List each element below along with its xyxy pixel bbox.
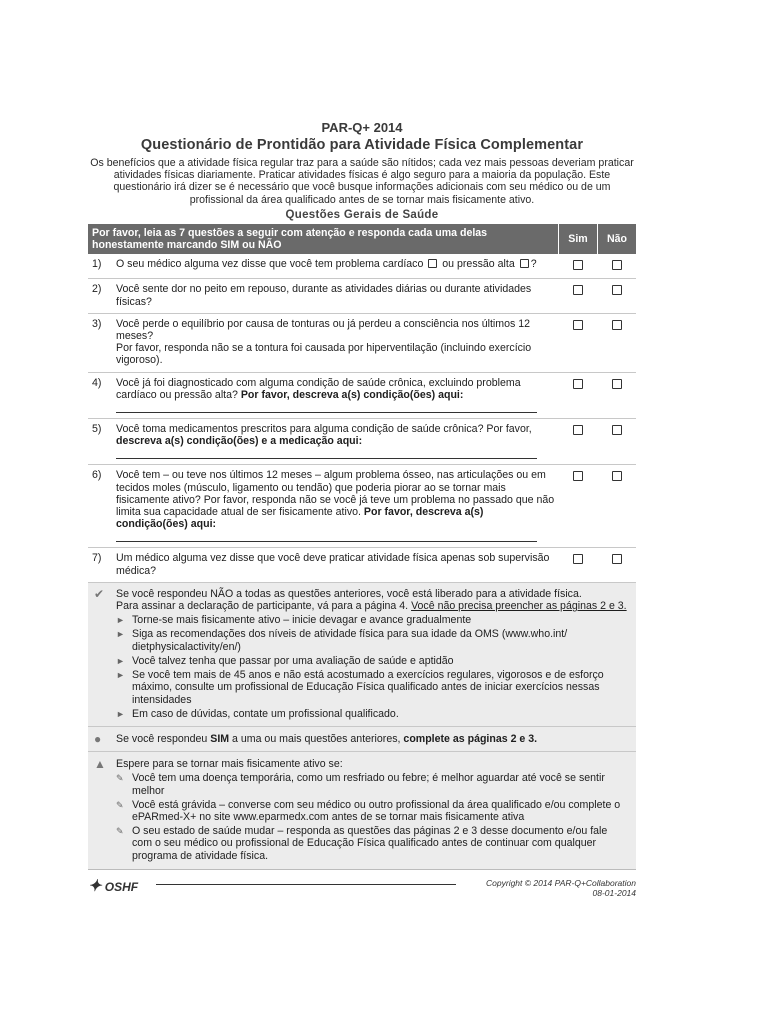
list-item: ► Em caso de dúvidas, contate um profissional qualificado. xyxy=(116,707,399,720)
question-text: Você toma medicamentos prescritos para alguma condição de saúde crônica? Por favor, descreva a(s) condição(ões) e a medicação aqui: xyxy=(112,419,559,465)
table-row xyxy=(88,372,636,418)
question-number: 2) xyxy=(88,279,112,313)
document-title: PAR-Q+ 2014 xyxy=(321,120,403,135)
q6-yes-checkbox[interactable] xyxy=(573,471,583,481)
question-number: 6) xyxy=(88,465,112,548)
question-text: Você sente dor no peito em repouso, durante as atividades diárias ou durante atividades físicas? xyxy=(112,279,559,313)
list-item: ✎ O seu estado de saúde mudar – responda as questões das páginas 2 e 3 desse documento e/ou fale com o seu médico ou profissional de Educação Física qualificado antes de continuar com qualquer programa de atividade física. xyxy=(116,825,608,862)
list-item: ► Siga as recomendações dos níveis de atividade física para sua idade da OMS (www.who.int/ dietphysicalactivity/en/) xyxy=(116,628,568,653)
q6-no-checkbox[interactable] xyxy=(612,471,622,481)
guidance-panel xyxy=(88,583,636,870)
intro-paragraph: Os benefícios que a atividade física regular traz para a saúde são nítidos; cada vez mais pessoas deveriam praticar atividades físicas diariamente. Praticar atividades físicas é algo seguro para a maioria da população. Este questionário irá dizer se é necessário que você busque informações adicionais com seu médico ou de um profissional da área qualificado antes de se tornar mais fisicamente ativo. xyxy=(90,157,634,206)
question-text: Você já foi diagnosticado com alguma condição de saúde crônica, excluindo problema cardíaco ou pressão alta? Por favor, descreva a(s) condição(ões) aqui: xyxy=(112,372,559,418)
table-row xyxy=(88,313,636,372)
arrow-bullet-icon: ► xyxy=(116,708,125,719)
question-number: 3) xyxy=(88,313,112,372)
no-answers-block: ✔ Se você respondeu NÃO a todas as questões anteriores, você está liberado para a atividade física. Para assinar a declaração de participante, vá para a página 4. Você não precisa preencher as páginas 2 e 3. xyxy=(94,586,627,613)
list-item: ► Você talvez tenha que passar por uma avaliação de saúde e aptidão xyxy=(116,654,454,667)
arrow-bullet-icon: ► xyxy=(116,655,125,666)
footer-divider xyxy=(156,884,456,885)
q2-no-checkbox[interactable] xyxy=(612,285,622,295)
question-note: Por favor, responda não se a tontura foi causada por hiperventilação (incluindo exercício vigoroso). xyxy=(116,342,532,367)
questions-table xyxy=(88,224,636,583)
question-text: Um médico alguma vez disse que você deve praticar atividade física apenas sob supervisão médica? xyxy=(112,548,559,582)
no-column-header: Não xyxy=(598,224,637,254)
list-item: ✎ Você está grávida – converse com seu médico ou outro profissional da área qualificado e/ou complete o ePARmed-X+ no site www.eparmedx.com antes de se tornar mais fisicamente ativa xyxy=(116,798,621,823)
warning-triangle-icon: ▲ xyxy=(94,757,106,772)
pen-check-icon: ✎ xyxy=(116,799,124,810)
question-text: Você perde o equilíbrio por causa de tonturas ou já perdeu a consciência nos últimos 12 meses? Por favor, responda não se a tontura foi causada por hiperventilação (incluindo exercício vigoroso). xyxy=(112,313,559,372)
page-footer xyxy=(88,876,636,906)
table-row xyxy=(88,465,636,548)
runner-logo-icon: ✦ xyxy=(88,877,102,895)
checkmark-icon: ✔ xyxy=(94,586,105,601)
question-number: 5) xyxy=(88,419,112,465)
arrow-bullet-icon: ► xyxy=(116,615,125,626)
oshf-logo: ✦ OSHF xyxy=(88,877,139,895)
question-number: 4) xyxy=(88,372,112,418)
q1-no-checkbox[interactable] xyxy=(612,260,622,270)
q3-yes-checkbox[interactable] xyxy=(573,320,583,330)
question-text: O seu médico alguma vez disse que você tem problema cardíaco ou pressão alta ? xyxy=(112,254,559,279)
q4-no-checkbox[interactable] xyxy=(612,379,622,389)
copyright-text: Copyright © 2014 PAR-Q+Collaboration 08-01-2014 xyxy=(486,877,636,898)
list-item: ✎ Você tem uma doença temporária, como um resfriado ou febre; é melhor aguardar até você se sentir melhor xyxy=(116,772,605,797)
wait-block: ▲ Espere para se tornar mais fisicamente ativo se: xyxy=(94,757,343,772)
arrow-bullet-icon: ► xyxy=(116,629,125,640)
arrow-bullet-icon: ► xyxy=(116,670,125,681)
yes-answers-block: ● Se você respondeu SIM a uma ou mais questões anteriores, complete as páginas 2 e 3. xyxy=(94,731,538,746)
q4-answer-field[interactable] xyxy=(116,403,537,413)
q5-no-checkbox[interactable] xyxy=(612,425,622,435)
q2-yes-checkbox[interactable] xyxy=(573,285,583,295)
section-heading: Questões Gerais de Saúde xyxy=(285,208,439,221)
skip-pages-note: Você não precisa preencher as páginas 2 e 3. xyxy=(411,600,627,613)
question-number: 1) xyxy=(88,254,112,279)
q6-answer-field[interactable] xyxy=(116,532,537,542)
q7-yes-checkbox[interactable] xyxy=(573,554,583,564)
document-subtitle: Questionário de Prontidão para Atividade Física Complementar xyxy=(140,137,584,153)
yes-column-header: Sim xyxy=(559,224,598,254)
table-row xyxy=(88,419,636,465)
table-row xyxy=(88,279,636,313)
pen-check-icon: ✎ xyxy=(116,826,124,837)
list-item: ► Torne-se mais fisicamente ativo – inicie devagar e avance gradualmente xyxy=(116,614,472,627)
pen-check-icon: ✎ xyxy=(116,773,124,784)
heart-problem-checkbox[interactable] xyxy=(428,259,437,268)
table-row xyxy=(88,548,636,582)
q5-answer-field[interactable] xyxy=(116,449,537,459)
question-text: Você tem – ou teve nos últimos 12 meses – algum problema ósseo, nas articulações ou em tecidos moles (músculo, ligamento ou tendão) que poderia piorar ao se tornar mais fisicamente ativo? Por favor, responda não se você já teve um problema no passado que não limita sua capacidade atual de ser fisicamente ativo. Por favor, descreva a(s) condição(ões) aqui: xyxy=(112,465,559,548)
q7-no-checkbox[interactable] xyxy=(612,554,622,564)
q1-yes-checkbox[interactable] xyxy=(573,260,583,270)
table-row xyxy=(88,254,636,279)
stop-circle-icon: ● xyxy=(94,731,102,746)
q4-yes-checkbox[interactable] xyxy=(573,379,583,389)
high-pressure-checkbox[interactable] xyxy=(520,259,529,268)
list-item: ► Se você tem mais de 45 anos e não está acostumado a exercícios regulares, vigorosos e de esforço máximo, consulte um profissional de Educação Física qualificado antes de iniciar exercícios nessas intensidades xyxy=(116,669,604,706)
q5-yes-checkbox[interactable] xyxy=(573,425,583,435)
question-number: 7) xyxy=(88,548,112,582)
table-instruction: Por favor, leia as 7 questões a seguir com atenção e responda cada uma delas honestamente marcando SIM ou NÃO xyxy=(88,224,559,254)
q3-no-checkbox[interactable] xyxy=(612,320,622,330)
document-page xyxy=(88,120,636,906)
